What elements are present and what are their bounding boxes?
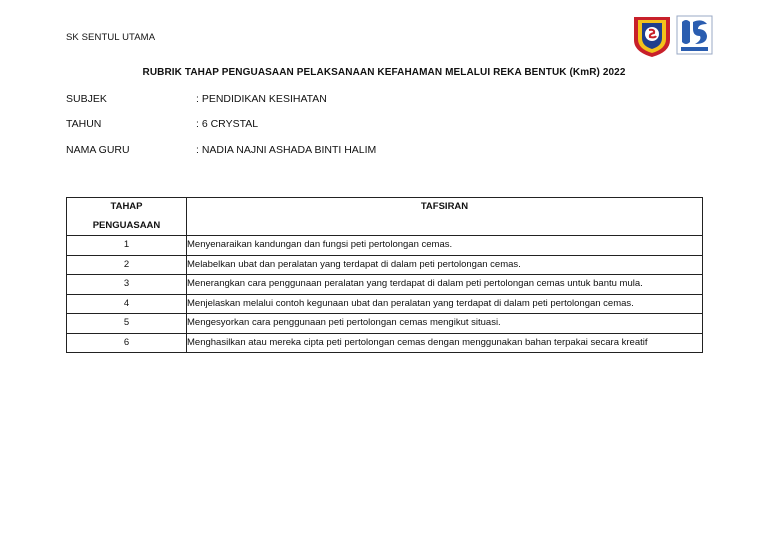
page-title: RUBRIK TAHAP PENGUASAAN PELAKSANAAN KEFAHAMAN MELALUI REKA BENTUK (KmR) 2022 — [142, 67, 626, 78]
table-row — [67, 314, 703, 334]
header-level — [67, 198, 187, 236]
teacher-value: : NADIA NAJNI ASHADA BINTI HALIM — [196, 144, 377, 156]
table-row — [67, 255, 703, 275]
logo-group — [632, 14, 714, 58]
description-cell: Menerangkan cara penggunaan peralatan yang terdapat di dalam peti pertolongan cemas untuk bantu mula. — [187, 275, 703, 295]
description-cell: Melabelkan ubat dan peralatan yang terdapat di dalam peti pertolongan cemas. — [187, 255, 703, 275]
level-cell: 5 — [67, 314, 187, 334]
table-row — [67, 333, 703, 353]
year-value: : 6 CRYSTAL — [196, 118, 259, 130]
subject-label: SUBJEK — [66, 93, 107, 105]
level-cell: 6 — [67, 333, 187, 353]
subject-value: : PENDIDIKAN KESIHATAN — [196, 93, 327, 105]
table-row — [67, 294, 703, 314]
level-cell: 3 — [67, 275, 187, 295]
level-cell: 2 — [67, 255, 187, 275]
table-header-row — [67, 198, 703, 236]
year-label: TAHUN — [66, 118, 102, 130]
description-cell: Menyenaraikan kandungan dan fungsi peti pertolongan cemas. — [187, 236, 703, 256]
rubric-table — [66, 197, 703, 353]
header-description: TAFSIRAN — [187, 198, 703, 236]
school-crest-logo — [634, 17, 670, 57]
level-cell: 1 — [67, 236, 187, 256]
school-name: SK SENTUL UTAMA — [66, 32, 156, 43]
logos-svg — [632, 14, 714, 58]
table-row — [67, 275, 703, 295]
description-cell: Menjelaskan melalui contoh kegunaan ubat dan peralatan yang terdapat di dalam peti pertolongan cemas. — [187, 294, 703, 314]
header-level-line2: PENGUASAAN — [92, 219, 161, 231]
header-level-line1: TAHAP — [110, 201, 143, 212]
level-cell: 4 — [67, 294, 187, 314]
description-cell: Menghasilkan atau mereka cipta peti pertolongan cemas dengan menggunakan bahan terpakai secara kreatif — [187, 333, 703, 353]
ministry-logo — [677, 16, 712, 54]
table-row — [67, 236, 703, 256]
description-cell: Mengesyorkan cara penggunaan peti pertolongan cemas mengikut situasi. — [187, 314, 703, 334]
teacher-label: NAMA GURU — [66, 144, 130, 156]
